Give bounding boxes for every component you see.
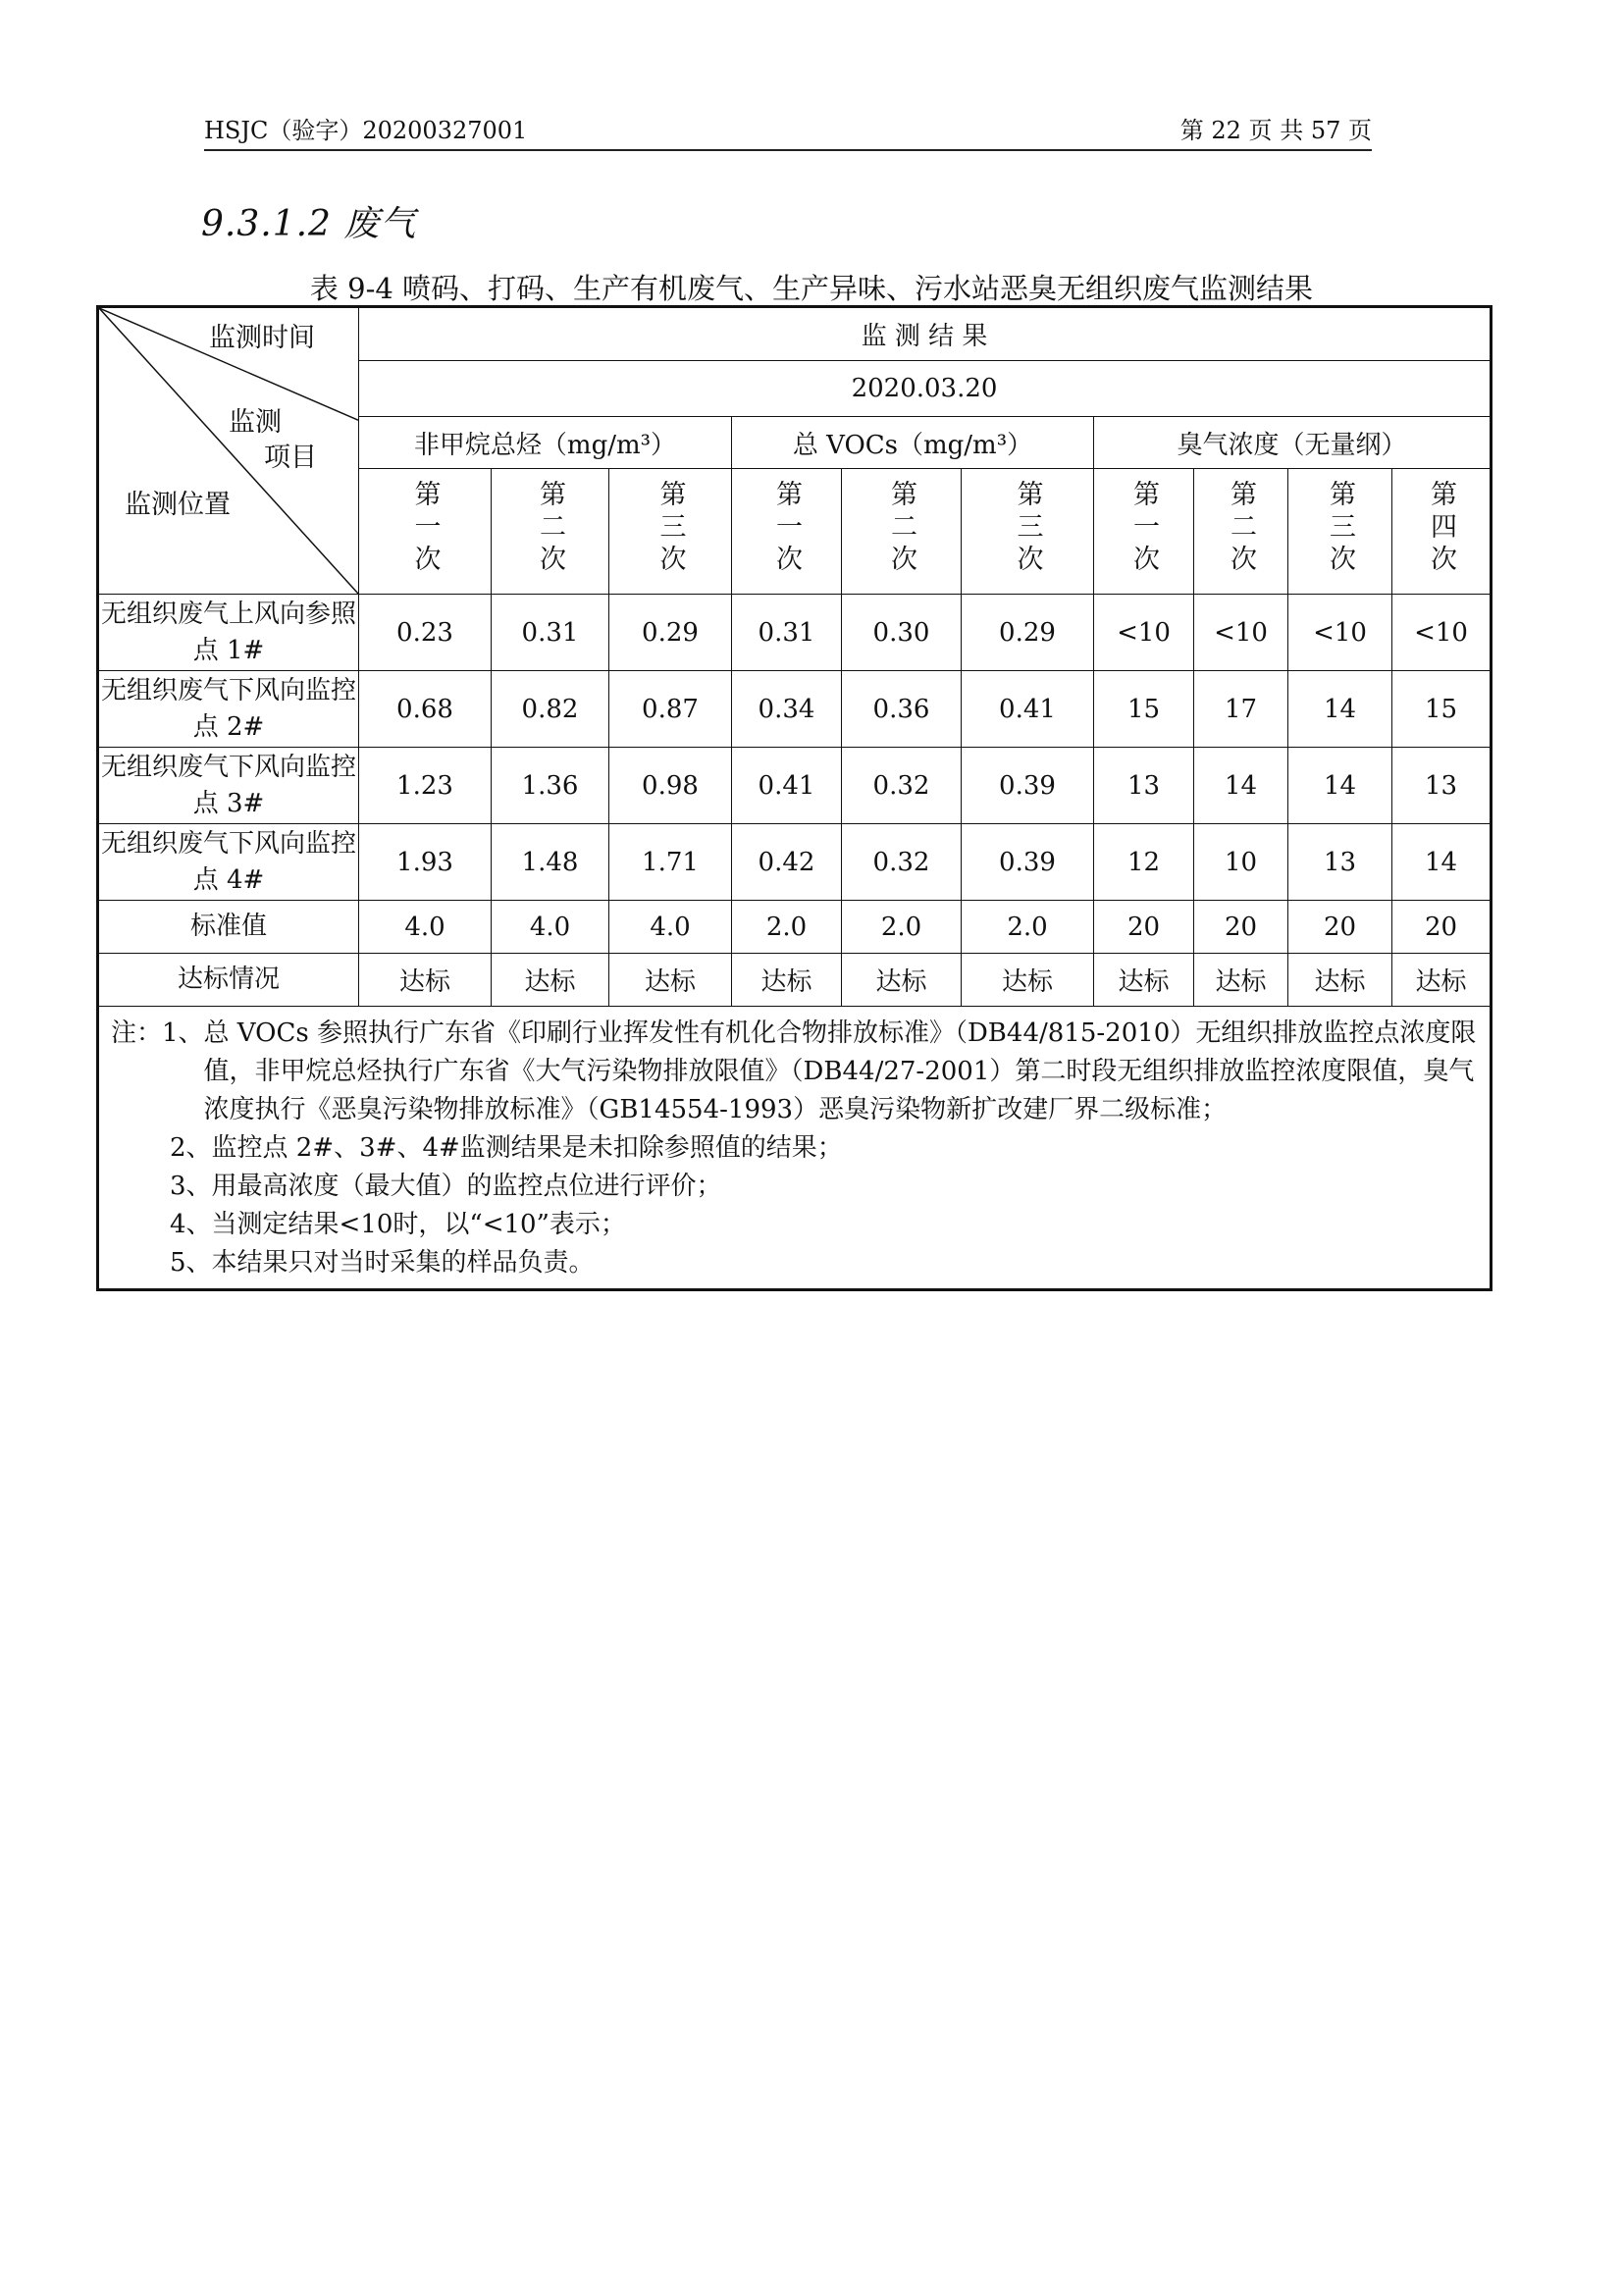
value-cell: <10 <box>1288 595 1392 671</box>
standard-cell: 2.0 <box>962 901 1094 954</box>
compliance-label: 达标情况 <box>98 954 359 1007</box>
subheader-cell: 第二次 <box>1194 469 1288 595</box>
value-cell: 14 <box>1392 824 1492 901</box>
compliance-row <box>98 954 1492 1007</box>
value-cell: 0.30 <box>842 595 962 671</box>
results-header: 监 测 结 果 <box>359 307 1492 361</box>
standard-cell: 4.0 <box>359 901 492 954</box>
location-cell: 无组织废气上风向参照点 1# <box>98 595 359 671</box>
section-title: 9.3.1.2 废气 <box>201 204 417 244</box>
compliance-cell: 达标 <box>492 954 609 1007</box>
table-row <box>98 671 1492 748</box>
note-item-4: 4、当测定结果<10时，以“<10”表示； <box>170 1210 626 1239</box>
value-cell: 1.23 <box>359 748 492 824</box>
value-cell: 14 <box>1194 748 1288 824</box>
note-item-3: 3、用最高浓度（最大值）的监控点位进行评价； <box>170 1172 722 1201</box>
value-cell: 0.39 <box>962 748 1094 824</box>
value-cell: <10 <box>1094 595 1194 671</box>
notes-row <box>98 1007 1492 1290</box>
value-cell: 13 <box>1288 824 1392 901</box>
value-cell: 0.32 <box>842 824 962 901</box>
group-header-vocs: 总 VOCs（mg/m³） <box>732 417 1094 469</box>
compliance-cell: 达标 <box>609 954 732 1007</box>
value-cell: 0.23 <box>359 595 492 671</box>
location-cell: 无组织废气下风向监控点 4# <box>98 824 359 901</box>
table-row <box>98 595 1492 671</box>
subheader-cell: 第二次 <box>492 469 609 595</box>
standard-cell: 2.0 <box>732 901 842 954</box>
value-cell: 14 <box>1288 671 1392 748</box>
subheader-cell: 第四次 <box>1392 469 1492 595</box>
corner-item-label-1: 监测 <box>229 407 282 438</box>
standard-label: 标准值 <box>98 901 359 954</box>
standard-cell: 20 <box>1288 901 1392 954</box>
location-cell: 无组织废气下风向监控点 3# <box>98 748 359 824</box>
compliance-cell: 达标 <box>1288 954 1392 1007</box>
note-item-5: 5、本结果只对当时采集的样品负责。 <box>170 1248 595 1278</box>
value-cell: 0.29 <box>609 595 732 671</box>
location-cell: 无组织废气下风向监控点 2# <box>98 671 359 748</box>
subheader-cell: 第一次 <box>732 469 842 595</box>
table-caption: 表 9-4 喷码、打码、生产有机废气、生产异味、污水站恶臭无组织废气监测结果 <box>309 272 1314 305</box>
subheader-cell: 第三次 <box>1288 469 1392 595</box>
value-cell: 0.42 <box>732 824 842 901</box>
value-cell: 0.32 <box>842 748 962 824</box>
value-cell: 13 <box>1392 748 1492 824</box>
standard-cell: 4.0 <box>492 901 609 954</box>
note-prefix: 注：1、 <box>111 1018 204 1048</box>
value-cell: 0.98 <box>609 748 732 824</box>
value-cell: 14 <box>1288 748 1392 824</box>
subheader-cell: 第二次 <box>842 469 962 595</box>
value-cell: 0.82 <box>492 671 609 748</box>
value-cell: 15 <box>1392 671 1492 748</box>
subheader-cell: 第一次 <box>1094 469 1194 595</box>
value-cell: <10 <box>1194 595 1288 671</box>
date-header: 2020.03.20 <box>359 361 1492 417</box>
value-cell: 0.39 <box>962 824 1094 901</box>
value-cell: 0.41 <box>962 671 1094 748</box>
value-cell: 0.34 <box>732 671 842 748</box>
compliance-cell: 达标 <box>1094 954 1194 1007</box>
value-cell: 1.93 <box>359 824 492 901</box>
standard-row <box>98 901 1492 954</box>
corner-time-label: 监测时间 <box>209 323 315 353</box>
subheader-cell: 第一次 <box>359 469 492 595</box>
standard-cell: 20 <box>1392 901 1492 954</box>
value-cell: 1.36 <box>492 748 609 824</box>
value-cell: 10 <box>1194 824 1288 901</box>
group-header-nmhc: 非甲烷总烃（mg/m³） <box>359 417 732 469</box>
standard-cell: 2.0 <box>842 901 962 954</box>
compliance-cell: 达标 <box>359 954 492 1007</box>
compliance-cell: 达标 <box>732 954 842 1007</box>
value-cell: 1.71 <box>609 824 732 901</box>
corner-item-label-2: 项目 <box>264 443 317 473</box>
value-cell: 0.31 <box>732 595 842 671</box>
value-cell: 13 <box>1094 748 1194 824</box>
page-number: 第 22 页 共 57 页 <box>1179 117 1372 144</box>
value-cell: 0.87 <box>609 671 732 748</box>
page-header <box>204 118 1372 151</box>
standard-cell: 20 <box>1194 901 1288 954</box>
table-row <box>98 748 1492 824</box>
table-row <box>98 824 1492 901</box>
group-header-odor: 臭气浓度（无量纲） <box>1094 417 1492 469</box>
note-text: 总 VOCs 参照执行广东省《印刷行业挥发性有机化合物排放标准》（DB44/815-2010）无组织排放监控点浓度限值，非甲烷总烃执行广东省《大气污染物排放限值》（DB44/27-2001）第二时段无组织排放监控浓度限值，臭气浓度执行《恶臭污染物排放标准》（GB14554-1993）恶臭污染物新扩改建厂界二级标准； <box>203 1018 1477 1124</box>
notes-cell <box>98 1007 1492 1290</box>
subheader-cell: 第三次 <box>962 469 1094 595</box>
monitoring-results-table <box>96 305 1492 1291</box>
value-cell: 15 <box>1094 671 1194 748</box>
value-cell: 0.68 <box>359 671 492 748</box>
value-cell: 0.31 <box>492 595 609 671</box>
subheader-cell: 第三次 <box>609 469 732 595</box>
table-corner-header <box>98 307 359 595</box>
compliance-cell: 达标 <box>1392 954 1492 1007</box>
note-item-2: 2、监控点 2#、3#、4#监测结果是未扣除参照值的结果； <box>170 1133 843 1163</box>
note-item-1 <box>111 1015 1480 1129</box>
corner-position-label: 监测位置 <box>125 490 231 520</box>
value-cell: 0.36 <box>842 671 962 748</box>
value-cell: 0.29 <box>962 595 1094 671</box>
value-cell: 0.41 <box>732 748 842 824</box>
compliance-cell: 达标 <box>962 954 1094 1007</box>
compliance-cell: 达标 <box>842 954 962 1007</box>
report-number: HSJC（验字）20200327001 <box>204 117 528 144</box>
standard-cell: 20 <box>1094 901 1194 954</box>
value-cell: 1.48 <box>492 824 609 901</box>
value-cell: <10 <box>1392 595 1492 671</box>
standard-cell: 4.0 <box>609 901 732 954</box>
value-cell: 12 <box>1094 824 1194 901</box>
value-cell: 17 <box>1194 671 1288 748</box>
compliance-cell: 达标 <box>1194 954 1288 1007</box>
